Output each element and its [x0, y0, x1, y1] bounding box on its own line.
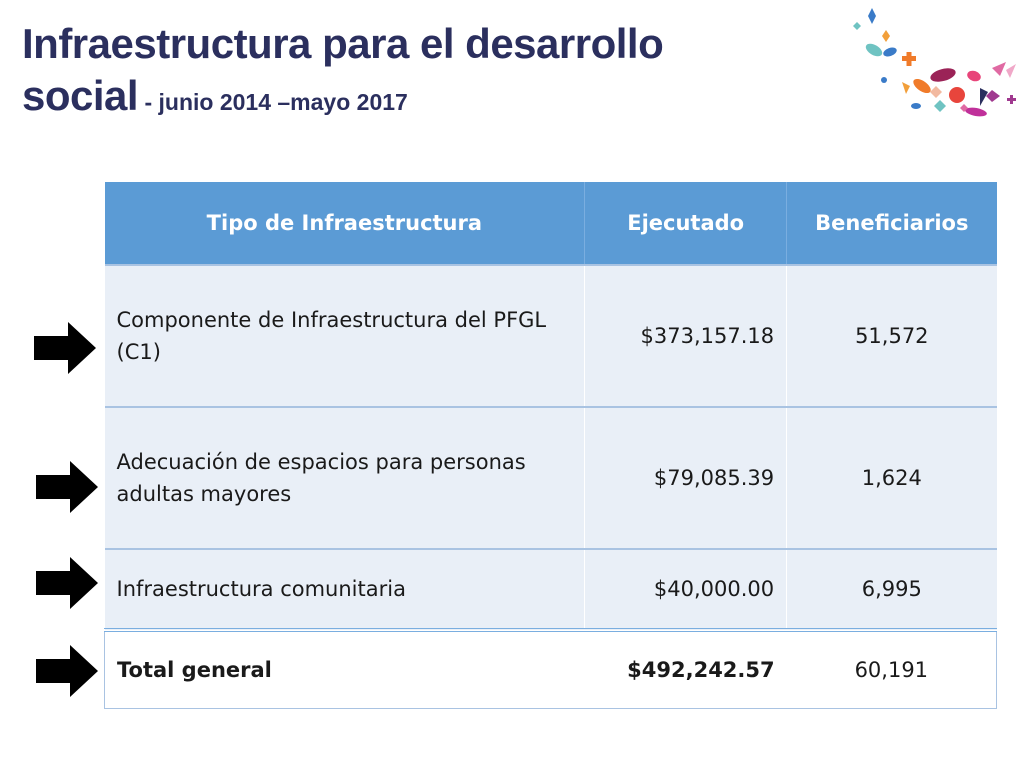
slide-title [22, 18, 663, 128]
header-ejecutado: Ejecutado [585, 182, 787, 265]
arrow-right-icon [36, 645, 98, 697]
cell-ejecutado: $79,085.39 [585, 407, 787, 549]
arrow-right-icon [36, 461, 98, 513]
cell-total-ejecutado: $492,242.57 [585, 630, 787, 709]
cell-total-label: Total general [105, 630, 585, 709]
cell-beneficiarios: 6,995 [787, 549, 997, 630]
header-beneficiarios: Beneficiarios [787, 182, 997, 265]
cell-tipo: Infraestructura comunitaria [105, 549, 585, 630]
table-row [105, 549, 997, 630]
table-total-row [105, 630, 997, 709]
cell-tipo: Adecuación de espacios para personas adultas mayores [105, 407, 585, 549]
cell-total-beneficiarios: 60,191 [787, 630, 997, 709]
title-word-social: social [22, 72, 139, 119]
cell-ejecutado: $373,157.18 [585, 265, 787, 407]
cell-beneficiarios: 1,624 [787, 407, 997, 549]
confetti-decoration-icon [840, 0, 1024, 130]
title-date-range: - junio 2014 –mayo 2017 [138, 89, 408, 115]
table-row [105, 407, 997, 549]
cell-tipo: Componente de Infraestructura del PFGL (C1) [105, 265, 585, 407]
title-line-2 [22, 70, 663, 128]
arrow-right-icon [34, 322, 96, 374]
title-line-1: Infraestructura para el desarrollo [22, 20, 664, 67]
header-tipo: Tipo de Infraestructura [105, 182, 585, 265]
cell-ejecutado: $40,000.00 [585, 549, 787, 630]
infrastructure-table [104, 182, 997, 709]
arrow-right-icon [36, 557, 98, 609]
table-row [105, 265, 997, 407]
table-header-row [105, 182, 997, 265]
cell-beneficiarios: 51,572 [787, 265, 997, 407]
